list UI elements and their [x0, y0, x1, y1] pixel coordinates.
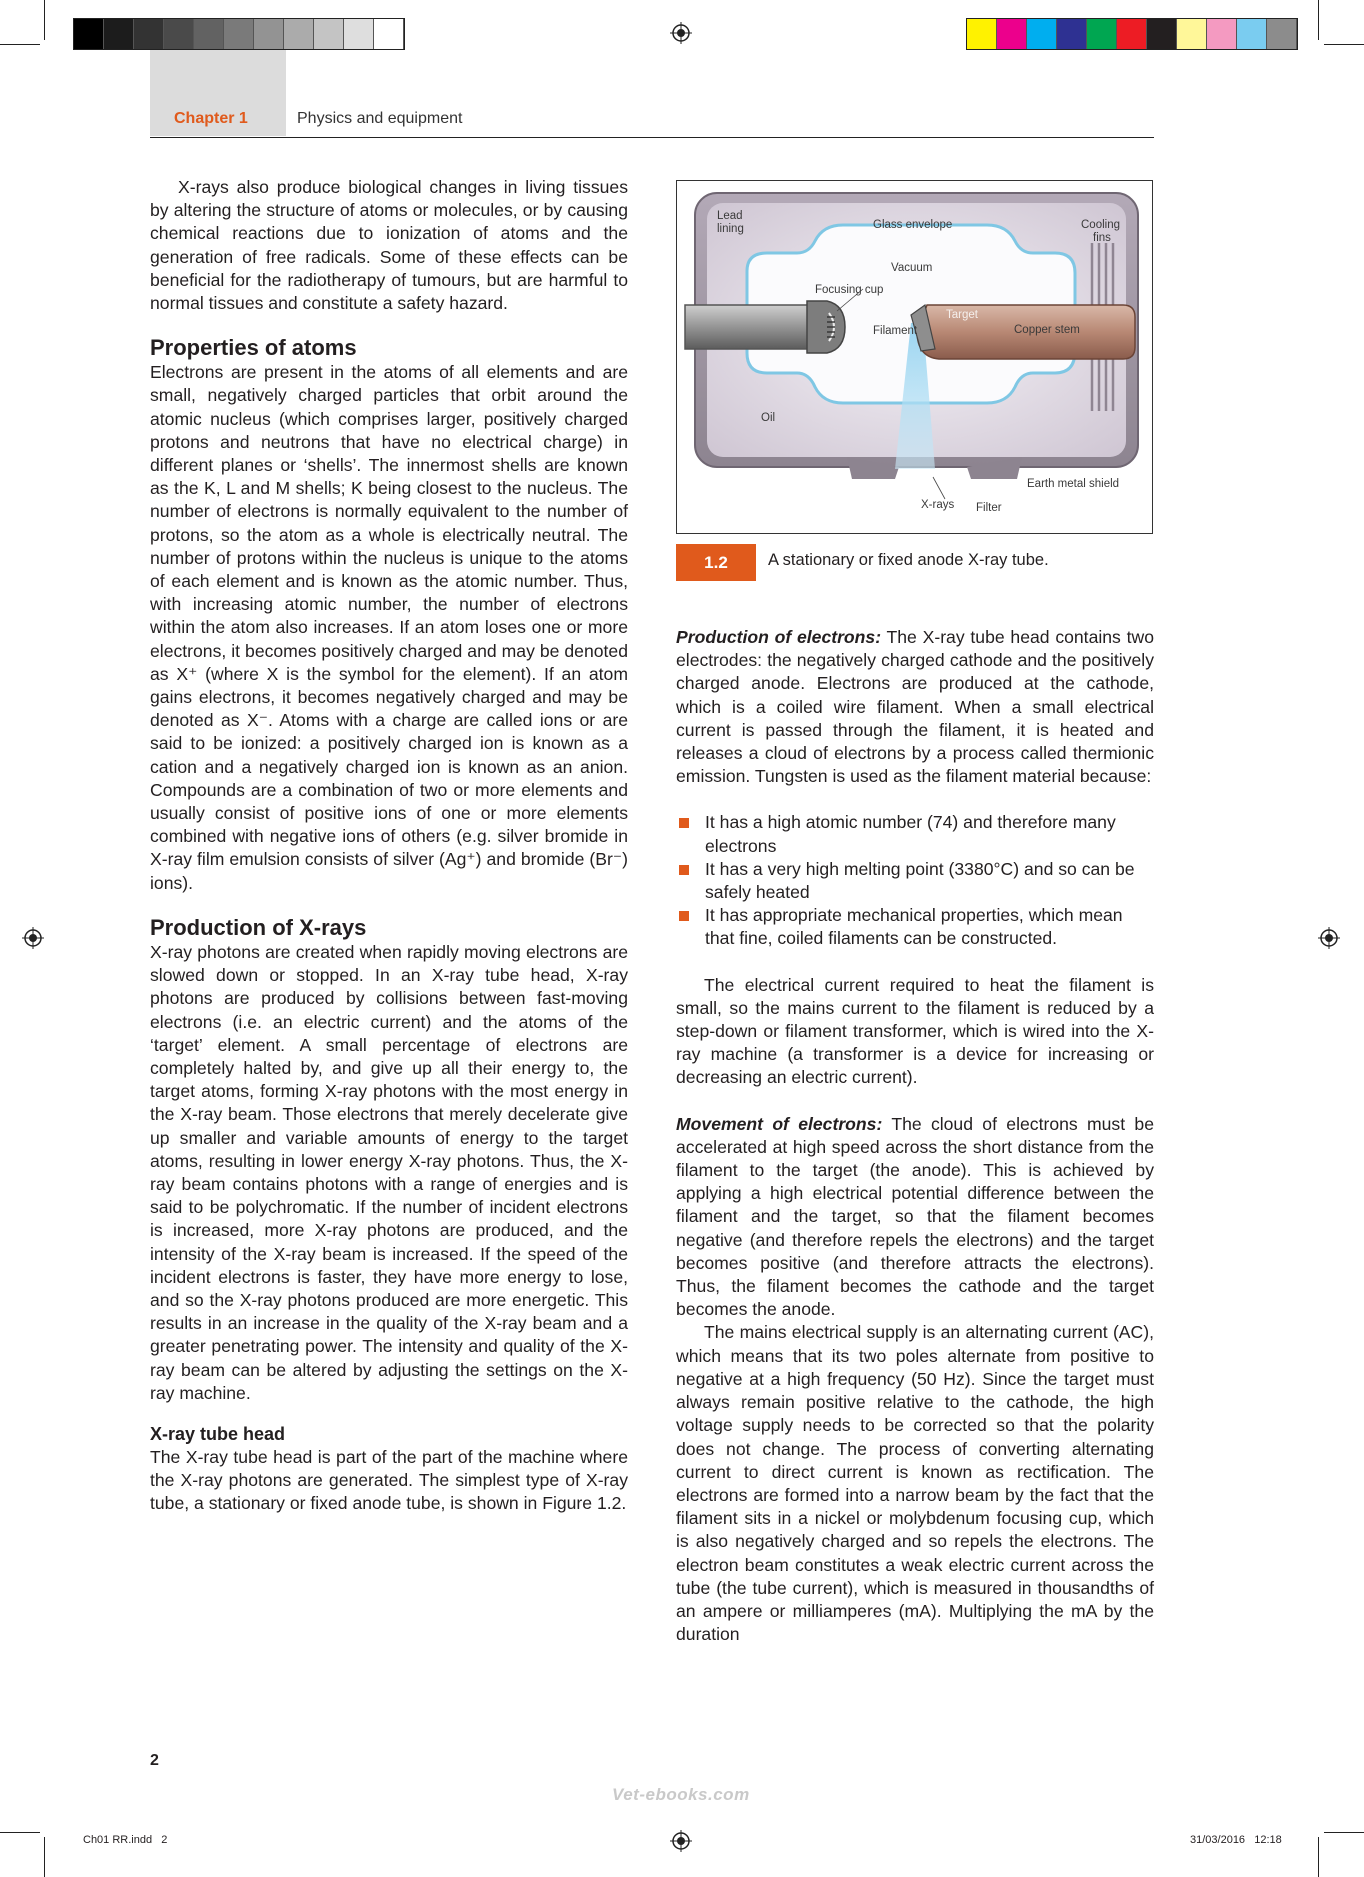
calibration-swatch [997, 19, 1027, 49]
movement-paragraph [676, 1113, 1154, 1322]
label-lead-lining-2: lining [717, 223, 744, 235]
section-title: Physics and equipment [297, 110, 463, 127]
list-item: It has a very high melting point (3380°C) and so can be safely heated [676, 858, 1154, 904]
calibration-swatch [224, 19, 254, 49]
cathode-rod [685, 305, 815, 349]
figure-number: 1.2 [676, 544, 756, 581]
calibration-swatch [1087, 19, 1117, 49]
production-paragraph: X-ray photons are created when rapidly moving electrons are slowed down or stopped. In an X-ray tube head, X-ray photons are produced by collisions between fast-moving electrons (i.e. an electric current) and the atoms of the ‘target’ element. A small percentage of electrons are completely halted by, and give up all their energy to, the target atoms, forming X-ray photons with the most energy in the X-ray beam. Those electrons that merely decelerate give up smaller and variable amounts of energy to the target atoms, resulting in lower energy X-ray photons. Thus, the X-ray beam contains photons with a range of energies and is said to be polychromatic. If the number of incident electrons is increased, more X-ray photons are produced, and the intensity of the X-ray beam is increased. If the speed of the incident electrons is faster, they have more energy to lose, and so the X-ray photons produced are more energetic. This results in an increase in the quality of the X-ray beam and a greater penetrating power. The intensity and quality of the X-ray beam can be altered by adjusting the settings on the X-ray machine. [150, 941, 628, 1403]
color-calibration-bar [966, 18, 1298, 50]
watermark: Vet-ebooks.com [612, 1785, 750, 1804]
registration-mark-icon [670, 22, 692, 44]
registration-mark-icon [1318, 927, 1340, 949]
intro-paragraph: X-rays also produce biological changes in living tissues by altering the structure of atoms or molecules, or by causing chemical reactions due to ionization of atoms and the generation of free radicals. Some of these effects can be beneficial for the radiotherapy of tumours, but are harmful to normal tissues and constitute a safety hazard. [150, 177, 628, 314]
label-glass-envelope: Glass envelope [873, 219, 953, 231]
right-column [676, 626, 1154, 1646]
header-rule [150, 137, 1154, 138]
figure-caption: A stationary or fixed anode X-ray tube. [768, 551, 1049, 569]
heading-x-ray-tube-head: X-ray tube head [150, 1423, 286, 1444]
calibration-swatch [1117, 19, 1147, 49]
calibration-swatch [1237, 19, 1267, 49]
calibration-swatch [284, 19, 314, 49]
mains-paragraph: The mains electrical supply is an alternating current (AC), which means that its two poles alternate from positive to negative at a high frequency (50 Hz). Since the target must always remain positive relative to the cathode, the high voltage supply needs to be corrected so that the polarity does not change. The process of converting alternating current to direct current is known as rectification. The electrons are formed into a narrow beam by the fact that the filament sits in a nickel or molybdenum focusing cup, which is also negatively charged and so repels the electrons. The electron beam constitutes a weak electric current across the tube (the tube current), which is measured in thousandths of an ampere or milliamperes (mA). Multiplying the mA by the duration [676, 1322, 1154, 1645]
calibration-swatch [1027, 19, 1057, 49]
tungsten-reasons-list [676, 811, 1154, 950]
list-item: It has appropriate mechanical properties, which mean that fine, coiled filaments can be constructed. [676, 904, 1154, 950]
registration-mark-icon [22, 927, 44, 949]
calibration-swatch [254, 19, 284, 49]
heading-properties-of-atoms: Properties of atoms [150, 335, 357, 361]
calibration-swatch [1267, 19, 1297, 49]
label-cooling-fins-2: fins [1093, 232, 1111, 244]
label-x-rays: X-rays [921, 499, 955, 511]
electrons-paragraph [676, 626, 1154, 788]
chapter-label: Chapter 1 [174, 110, 248, 127]
gray-calibration-bar [73, 18, 405, 50]
x-ray-tube-diagram [677, 181, 1152, 533]
movement-text: The cloud of electrons must be accelerated at high speed across the short distance from the filament to the target (the anode). This is achieved by applying a high electrical potential difference between the filament and the target, so that the filament becomes negative (and therefore repels the electrons) and the target becomes positive (and therefore attracts the electrons). Thus, the filament becomes the cathode and the target becomes the anode. [676, 1113, 1154, 1320]
slug-date: 31/03/2016 12:18 [1190, 1834, 1282, 1846]
label-earth-metal-shield: Earth metal shield [1027, 478, 1120, 490]
atoms-paragraph: Electrons are present in the atoms of all elements and are small, negatively charged particles that orbit around the atomic nucleus (which comprises larger, positively charged protons and neutrons that have no electrical charge) in different planes or ‘shells’. The innermost shells are known as the K, L and M shells; K being closest to the nucleus. The number of electrons is normally equivalent to the number of protons, so the atom as a whole is electrically neutral. The number of protons within the nucleus is unique to the atoms of each element and is known as the atomic number. Thus, with increasing atomic number, the number of electrons within the atom also increases. If an atom loses one or more electrons, it becomes positively charged and may be denoted as X⁺ (where X is the symbol for the element). If an atom gains electrons, it becomes negatively charged and may be denoted as X⁻. Atoms with a charge are called ions or are said to be ionized: a positively charged ion is known as a cation and a negatively charged ion is known as an anion. Compounds are a combination of two or more elements and usually consist of positive ions of one or more elements combined with negative ions of others (e.g. silver bromide in X-ray film emulsion consists of silver (Ag⁺) and bromide (Br⁻) ions). [150, 362, 628, 893]
calibration-swatch [104, 19, 134, 49]
calibration-swatch [194, 19, 224, 49]
label-filament: Filament [873, 325, 918, 337]
heading-production-of-x-rays: Production of X-rays [150, 914, 367, 940]
label-focusing-cup: Focusing cup [815, 284, 884, 296]
calibration-swatch [164, 19, 194, 49]
electrons-text: The X-ray tube head contains two electrodes: the negatively charged cathode and the positively charged anode. Electrons are produced at the cathode, which is a coiled wire filament. When a small electrical current is passed through the filament, it is heated and releases a cloud of electrons by a process called thermionic emission. Tungsten is used as the filament material because: [676, 627, 1154, 787]
calibration-swatch [134, 19, 164, 49]
label-cooling-fins-1: Cooling [1081, 219, 1120, 231]
label-oil: Oil [761, 412, 776, 424]
calibration-swatch [1207, 19, 1237, 49]
label-vacuum: Vacuum [891, 262, 933, 274]
calibration-swatch [1177, 19, 1207, 49]
calibration-swatch [967, 19, 997, 49]
calibration-swatch [1147, 19, 1177, 49]
run-in-heading-production-of-electrons: Production of electrons: [676, 627, 882, 647]
run-in-heading-movement-of-electrons: Movement of electrons: [676, 1113, 883, 1134]
label-lead-lining-1: Lead [717, 210, 743, 222]
figure-x-ray-tube [676, 180, 1153, 534]
registration-mark-icon [670, 1830, 692, 1852]
calibration-swatch [374, 19, 404, 49]
calibration-swatch [344, 19, 374, 49]
slug-file-name: Ch01 RR.indd 2 [83, 1834, 168, 1846]
page-number: 2 [150, 1752, 159, 1769]
label-copper-stem: Copper stem [1014, 324, 1080, 336]
tubehead-paragraph: The X-ray tube head is part of the part of the machine where the X-ray photons are generated. The simplest type of X-ray tube, a stationary or fixed anode tube, is shown in Figure 1.2. [150, 1446, 628, 1514]
current-paragraph: The electrical current required to heat the filament is small, so the mains current to the filament is reduced by a step-down or filament transformer, which is wired into the X-ray machine (a transformer is a device for increasing or decreasing an electric current). [676, 974, 1154, 1088]
calibration-swatch [314, 19, 344, 49]
calibration-swatch [74, 19, 104, 49]
left-column [150, 176, 628, 1516]
label-filter: Filter [976, 502, 1002, 514]
list-item: It has a high atomic number (74) and therefore many electrons [676, 811, 1154, 857]
label-target: Target [946, 309, 978, 321]
calibration-swatch [1057, 19, 1087, 49]
